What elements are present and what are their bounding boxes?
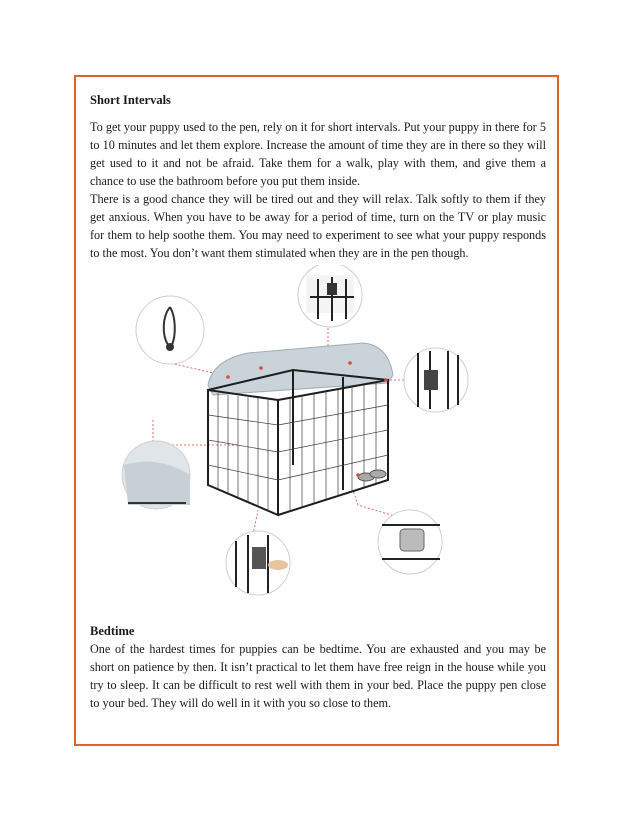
dog-kennel-product-figure xyxy=(118,265,478,605)
canopy-detail-callout xyxy=(122,441,190,509)
door-detail-callout xyxy=(226,531,290,595)
paragraph-short-intervals-2: There is a good chance they will be tired out and they will relax. Talk softly to them if they get anxious. When you have to be away for a period of time, turn on the TV or play music for them to help soothe them. You may need to experiment to see what your puppy responds to the most. You don’t want them stimulated when they are in the pen though. xyxy=(90,192,546,260)
bowl-detail-callout xyxy=(378,510,442,574)
section-heading-bedtime: Bedtime xyxy=(90,624,135,638)
section-heading-short-intervals: Short Intervals xyxy=(90,93,171,107)
kennel-illustration xyxy=(208,343,393,515)
latch-detail-callout xyxy=(404,348,468,412)
hinge-detail-callout xyxy=(298,265,362,327)
paragraph-bedtime: One of the hardest times for puppies can be bedtime. You are exhausted and you may be short on patience by then. It isn’t practical to let them have free reign in the house while you try to sleep. It can be difficult to rest well with them in your bed. Place the puppy pen close to your bed. They will do well in it with you so close to them. xyxy=(90,642,546,710)
paragraph-short-intervals-1: To get your puppy used to the pen, rely on it for short intervals. Put your puppy in there for 5 to 10 minutes and let them explore. Increase the amount of time they are in there so they will get used to it and not be afraid. Take them for a walk, play with them, and give them a chance to use the bathroom before you put them inside. xyxy=(90,120,546,188)
strap-detail-callout xyxy=(136,296,204,364)
